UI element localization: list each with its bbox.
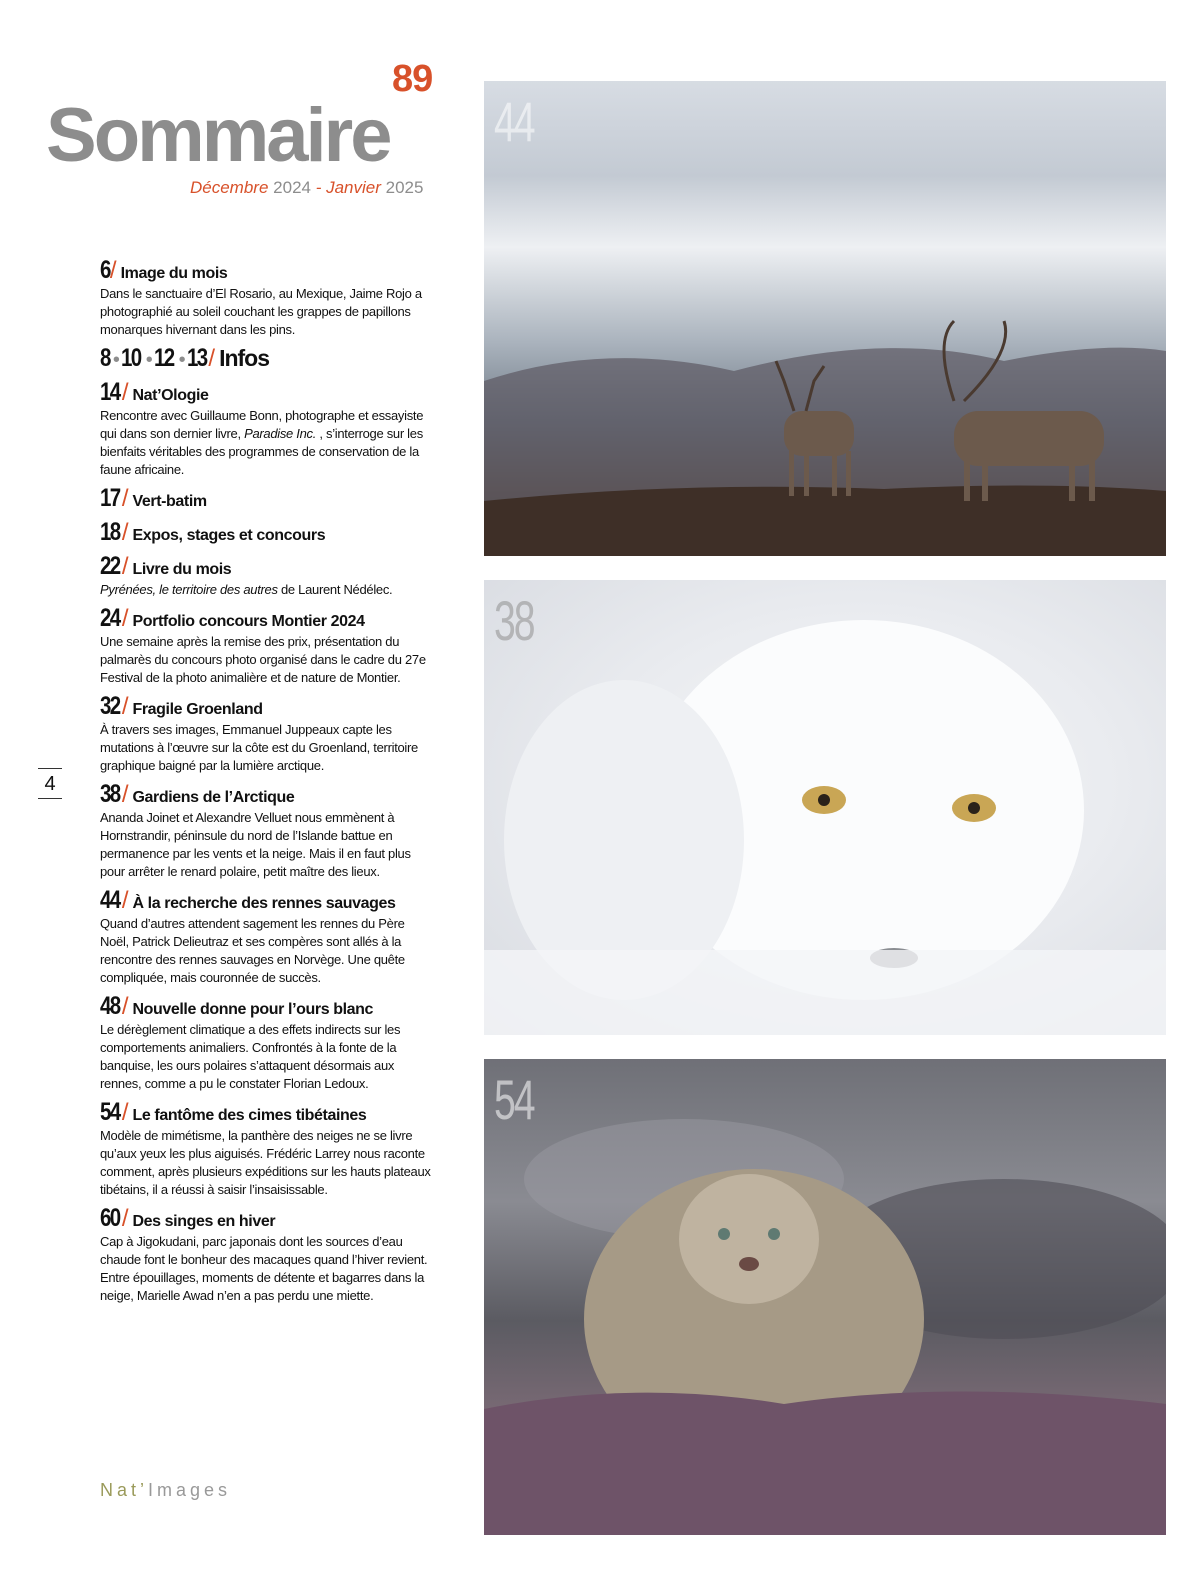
brand-logo: Nat’Images [100,1480,232,1500]
toc-entry[interactable]: 54 / Le fantôme des cimes tibétaines Modèle de mimétisme, la panthère des neiges ne se livre qu’aux yeux les plus aiguisés. Frédéric Larrey nous raconte comment, après plusieurs expéditions sur les hauts plateaux tibétains, il a réussi à saisir l’insaisissable. [100,1098,431,1197]
toc-entry[interactable]: 32 / Fragile Groenland À travers ses images, Emmanuel Juppeaux capte les mutations à l’œuvre sur la côte est du Groenland, territoire graphique baigné par la lumière arctique. [100,692,418,773]
page-title: Sommaire [46,93,390,178]
arctic-fox-photo[interactable]: 38 [484,580,1166,1035]
toc-entry[interactable]: 18 / Expos, stages et concours [100,518,326,546]
toc-entry[interactable]: 17 / Vert-batim [100,484,207,512]
toc-entry[interactable]: 24 / Portfolio concours Montier 2024 Une semaine après la remise des prix, présentation du palmarès du concours photo organisé dans le cadre du 27e Festival de la photo animalière et de nature de Montier. [100,604,426,685]
toc-entry[interactable]: 60 / Des singes en hiver Cap à Jigokudani, parc japonais dont les sources d’eau chaude font le bonheur des macaques quand l’hiver revient. Entre épouillages, moments de détente et bagarres dans la neige, Marielle Awad n’en a pas perdu une miette. [100,1204,428,1303]
page-folio: 4 [38,768,62,799]
snow-leopard-photo[interactable]: 54 [484,1059,1166,1535]
toc-entry[interactable]: 38 / Gardiens de l’Arctique Ananda Joinet et Alexandre Velluet nous emmènent à Hornstrandir, péninsule du nord de l’Islande battue en permanence par les vents et la neige. Mais il en faut plus pour arrêter le renard polaire, petit maître des lieux. [100,780,411,879]
toc-entry[interactable]: 14 / Nat’Ologie Rencontre avec Guillaume Bonn, photographe et essayiste qui dans son dernier livre, Paradise Inc. , s’interroge sur les bienfaits véritables des programmes de conservation de la faune africaine. [100,378,424,477]
toc-entry[interactable]: 8 • 10 • 12 • 13 / Infos [100,344,270,372]
issue-date: Décembre 2024 - Janvier 2025 [190,178,424,197]
table-of-contents [100,256,435,1310]
toc-entry[interactable]: 48 / Nouvelle donne pour l’ours blanc Le dérèglement climatique a des effets indirects sur les comportements animaliers. Confrontés à la fonte de la banquise, les ours polaires s’attaquent désormais aux rennes, comme a pu le constater Florian Ledoux. [100,992,401,1091]
toc-entry[interactable]: 6 / Image du mois Dans le sanctuaire d’El Rosario, au Mexique, Jaime Rojo a photographié au soleil couchant les grappes de papillons monarques hivernant dans les pins. [100,256,422,337]
toc-entry[interactable]: 22 / Livre du mois Pyrénées, le territoire des autres de Laurent Nédélec. [100,552,393,597]
toc-entry[interactable]: 44 / À la recherche des rennes sauvages Quand d’autres attendent sagement les rennes du Père Noël, Patrick Delieutraz et ses compères sont allés à la rencontre des rennes sauvages en Norvège. Une quête compliquée, mais couronnée de succès. [100,886,405,985]
reindeer-photo[interactable]: 44 [484,81,1166,556]
issue-number: 89 [392,58,433,100]
